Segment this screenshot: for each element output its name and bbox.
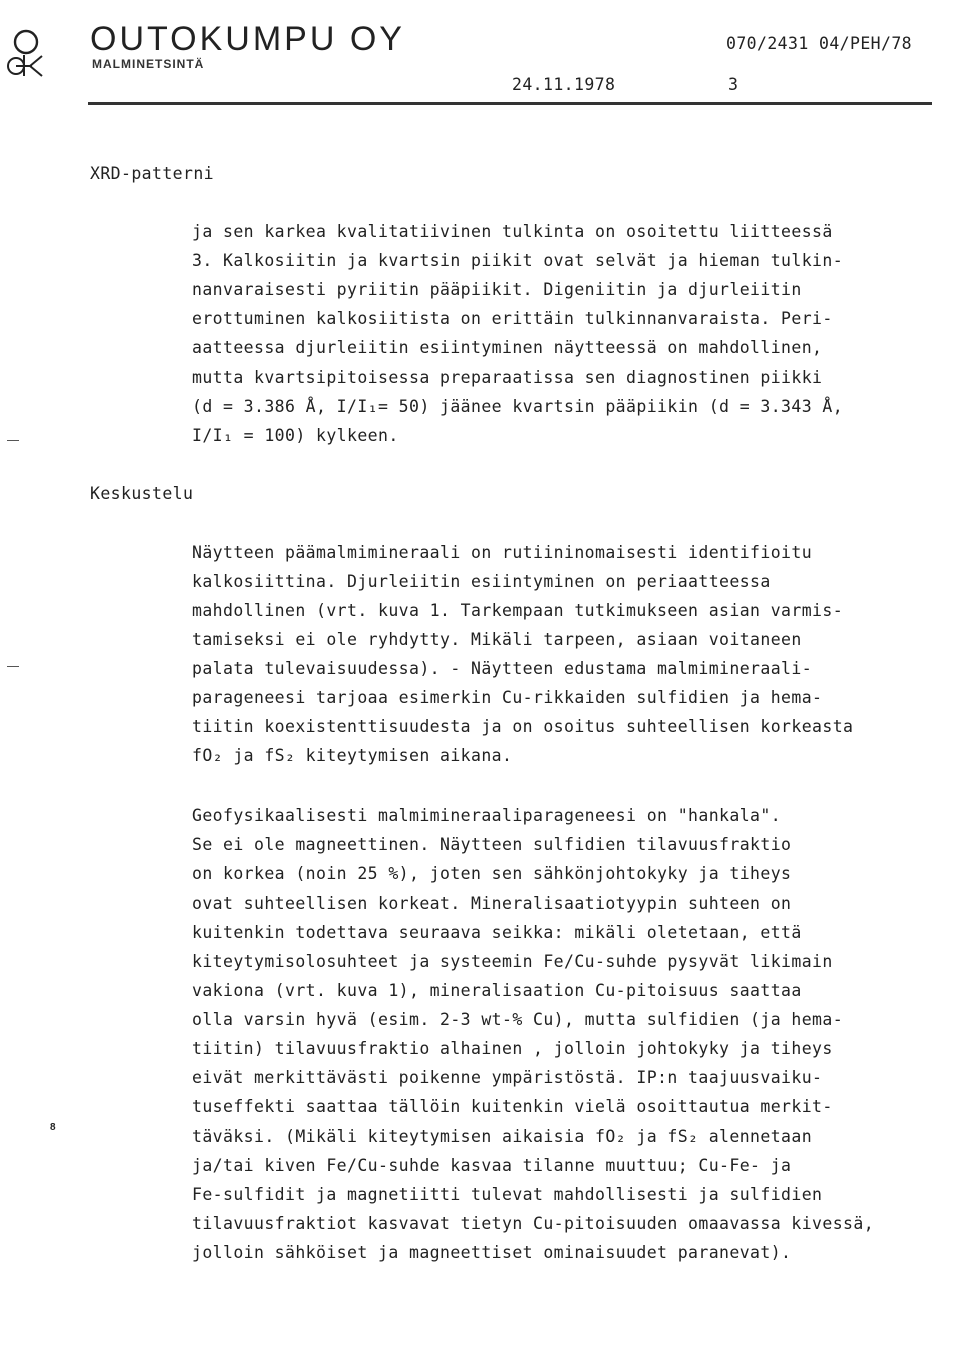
- section-label-xrd: XRD-patterni: [90, 164, 215, 183]
- body-line: ovat suhteellisen korkeat. Mineralisaatiotyypin suhteen on: [192, 894, 792, 913]
- margin-mark: [7, 440, 19, 441]
- page-number: 3: [728, 75, 739, 94]
- body-line: kiteytymisolosuhteet ja systeemin Fe/Cu-suhde pysyvät likimain: [192, 952, 833, 971]
- body-line: tiitin) tilavuusfraktio alhainen , jolloin johtokyky ja tiheys: [192, 1039, 833, 1058]
- company-name: OUTOKUMPU OY: [90, 20, 405, 58]
- document-reference: 070/2431 04/PEH/78: [726, 34, 913, 53]
- body-line: ja sen karkea kvalitatiivinen tulkinta on osoitettu liitteessä: [192, 222, 833, 241]
- body-line: Näytteen päämalmimineraali on rutiininomaisesti identifioitu: [192, 543, 813, 562]
- body-line: Se ei ole magneettinen. Näytteen sulfidien tilavuusfraktio: [192, 835, 792, 854]
- company-logo-icon: [6, 28, 48, 78]
- body-line: Fe-sulfidit ja magnetiitti tulevat mahdollisesti ja sulfidien: [192, 1185, 823, 1204]
- body-line: kuitenkin todettava seuraava seikka: mikäli oletetaan, että: [192, 923, 802, 942]
- body-line: (d = 3.386 Å, I/I₁= 50) jäänee kvartsin pääpiikin (d = 3.343 Å,: [192, 397, 844, 416]
- body-line: parageneesi tarjoaa esimerkin Cu-rikkaiden sulfidien ja hema-: [192, 688, 823, 707]
- margin-number: 8: [50, 1122, 56, 1133]
- body-line: vakiona (vrt. kuva 1), mineralisaation Cu-pitoisuus saattaa: [192, 981, 802, 1000]
- body-line: tiitin koexistenttisuudesta ja on osoitus suhteellisen korkeasta: [192, 717, 854, 736]
- body-line: jolloin sähköiset ja magneettiset ominaisuudet paranevat).: [192, 1243, 792, 1262]
- section-label-keskustelu: Keskustelu: [90, 484, 194, 503]
- body-line: I/I₁ = 100) kylkeen.: [192, 426, 399, 445]
- body-line: kalkosiittina. Djurleiitin esiintyminen on periaatteessa: [192, 572, 771, 591]
- body-line: palata tulevaisuudessa). - Näytteen edustama malmimineraali-: [192, 659, 813, 678]
- body-line: mahdollinen (vrt. kuva 1. Tarkempaan tutkimukseen asian varmis-: [192, 601, 844, 620]
- body-line: mutta kvartsipitoisessa preparaatissa sen diagnostinen piikki: [192, 368, 823, 387]
- margin-mark: [7, 666, 19, 667]
- body-line: olla varsin hyvä (esim. 2-3 wt-% Cu), mutta sulfidien (ja hema-: [192, 1010, 844, 1029]
- body-line: ja/tai kiven Fe/Cu-suhde kasvaa tilanne muuttuu; Cu-Fe- ja: [192, 1156, 792, 1175]
- body-line: on korkea (noin 25 %), joten sen sähkönjohtokyky ja tiheys: [192, 864, 792, 883]
- body-line: nanvaraisesti pyriitin pääpiikit. Digeniitin ja djurleiitin: [192, 280, 802, 299]
- body-line: eivät merkittävästi poikenne ympäristöstä. IP:n taajuusvaiku-: [192, 1068, 823, 1087]
- body-line: tilavuusfraktiot kasvavat tietyn Cu-pitoisuuden omaavassa kivessä,: [192, 1214, 875, 1233]
- body-line: täväksi. (Mikäli kiteytymisen aikaisia fO₂ ja fS₂ alennetaan: [192, 1127, 813, 1146]
- body-line: erottuminen kalkosiitista on erittäin tulkinnanvaraista. Peri-: [192, 309, 833, 328]
- body-line: fO₂ ja fS₂ kiteytymisen aikana.: [192, 746, 513, 765]
- body-line: 3. Kalkosiitin ja kvartsin piikit ovat selvät ja hieman tulkin-: [192, 251, 844, 270]
- body-line: tamiseksi ei ole ryhdytty. Mikäli tarpeen, asiaan voitaneen: [192, 630, 802, 649]
- body-line: aatteessa djurleiitin esiintyminen näytteessä on mahdollinen,: [192, 338, 823, 357]
- body-line: Geofysikaalisesti malmimineraaliparageneesi on "hankala".: [192, 806, 782, 825]
- body-line: tuseffekti saattaa tällöin kuitenkin vielä osoittautua merkit-: [192, 1097, 833, 1116]
- document-date: 24.11.1978: [512, 75, 616, 94]
- header-rule: [88, 102, 932, 105]
- department-name: MALMINETSINTÄ: [92, 57, 205, 71]
